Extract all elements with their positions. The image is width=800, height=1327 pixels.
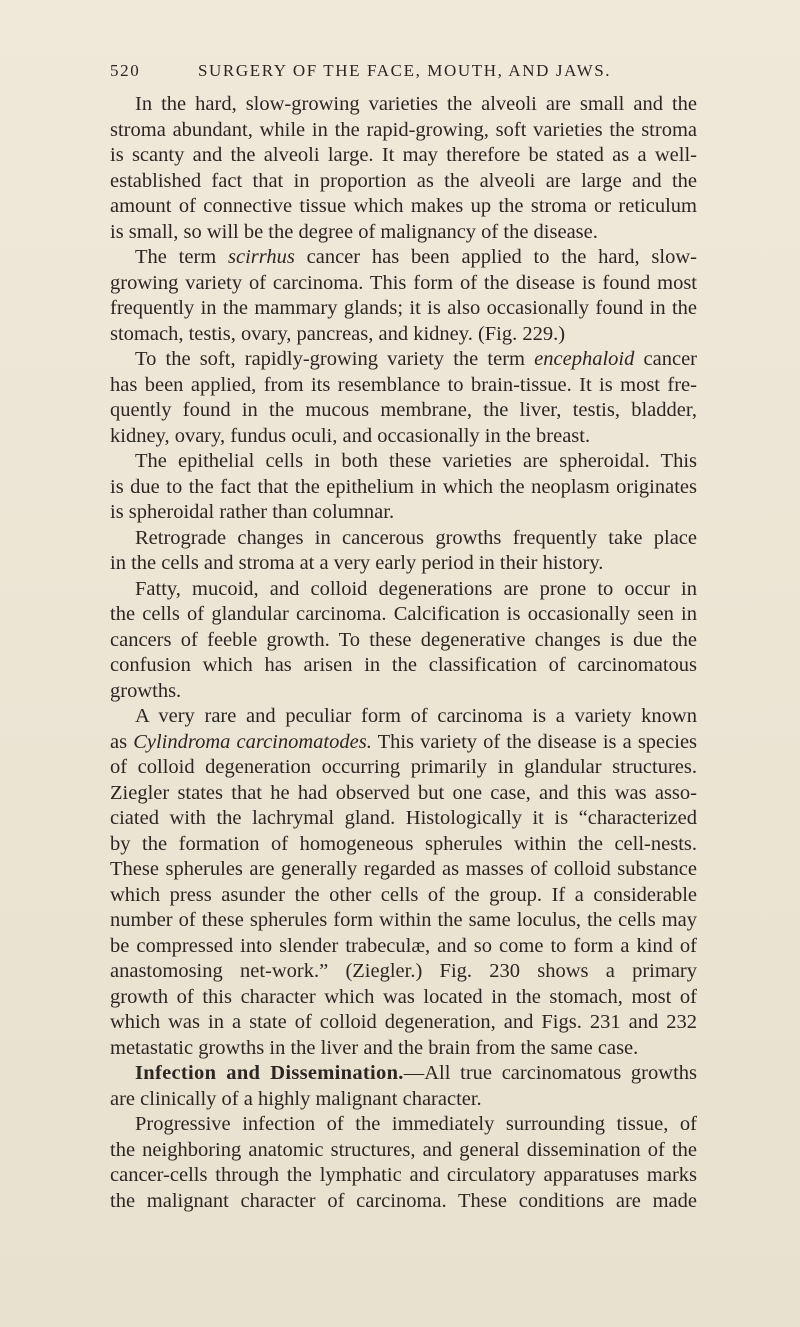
text-line <box>110 1087 697 1113</box>
text-run: ciated with the lachrymal gland. Histologically it is “characterized <box>110 807 697 829</box>
italic-term: encephaloid <box>534 348 635 370</box>
text-run: are clinically of a highly malignant character. <box>110 1087 482 1110</box>
text-line <box>110 322 697 348</box>
text-line <box>110 551 697 577</box>
text-line <box>110 653 697 679</box>
text-run: A very rare and peculiar form of carcinoma is a variety known <box>135 705 697 727</box>
text-run: metastatic growths in the liver and the brain from the same case. <box>110 1036 639 1059</box>
paragraph <box>110 92 697 245</box>
running-title: SURGERY OF THE FACE, MOUTH, AND JAWS. <box>198 61 612 80</box>
page-number: 520 <box>110 61 141 80</box>
text-line <box>110 194 697 220</box>
text-run: is due to the fact that the epithelium in which the neoplasm originates <box>110 475 697 498</box>
body-text <box>110 92 697 1214</box>
paragraph <box>110 449 697 526</box>
text-line <box>110 1036 697 1062</box>
text-line <box>110 449 697 475</box>
text-line <box>110 1163 697 1189</box>
text-line <box>110 577 697 603</box>
text-run: Retrograde changes in cancerous growths frequently take place <box>135 526 697 549</box>
text-line <box>110 1138 697 1164</box>
text-line <box>110 1112 697 1138</box>
text-run: by the formation of homogeneous spherules within the cell-nests. <box>110 832 697 855</box>
text-run: The term <box>135 246 228 268</box>
paragraph <box>110 1112 697 1214</box>
text-run: In the hard, slow-growing varieties the alveoli are small and the <box>135 93 697 115</box>
text-line <box>110 730 697 756</box>
text-line <box>110 985 697 1011</box>
text-line <box>110 908 697 934</box>
text-line <box>110 373 697 399</box>
paragraph <box>110 245 697 347</box>
text-line <box>110 959 697 985</box>
paragraph <box>110 526 697 577</box>
text-run: kidney, ovary, fundus oculi, and occasionally in the breast. <box>110 424 591 447</box>
paragraph <box>110 347 697 449</box>
text-run: confusion which has arisen in the classification of carcinomatous <box>110 654 697 676</box>
text-line <box>110 169 697 195</box>
text-run: cancers of feeble growth. To these degenerative changes is due the <box>110 628 697 651</box>
italic-term: Cylindroma carcinomatodes. <box>133 730 372 753</box>
text-line <box>110 857 697 883</box>
text-run: This variety of the disease is a species <box>371 730 697 753</box>
text-run: —All true carcinomatous growths <box>403 1062 697 1084</box>
text-run: quently found in the mucous membrane, the liver, testis, bladder, <box>110 399 697 421</box>
text-line <box>110 883 697 909</box>
text-run: cancer <box>634 348 697 370</box>
text-run: be compressed into slender trabeculæ, and so come to form a kind of <box>110 934 697 957</box>
text-line <box>110 1010 697 1036</box>
text-line <box>110 398 697 424</box>
text-line <box>110 1061 697 1087</box>
text-run: growing variety of carcinoma. This form of the disease is found most <box>110 271 697 294</box>
text-line <box>110 934 697 960</box>
text-run: Fatty, mucoid, and colloid degenerations are prone to occur in <box>135 577 697 600</box>
text-run: as <box>110 730 134 753</box>
text-run: Progressive infection of the immediately surrounding tissue, of <box>135 1113 697 1135</box>
text-run: growths. <box>110 679 182 702</box>
text-run: frequently in the mammary glands; it is also occasionally found in the <box>110 297 697 319</box>
text-line <box>110 220 697 246</box>
text-run: the neighboring anatomic structures, and general dissemination of the <box>110 1138 697 1161</box>
paragraph <box>110 577 697 705</box>
text-run: cancer-cells through the lymphatic and circulatory apparatuses marks <box>110 1164 697 1186</box>
text-run: has been applied, from its resemblance to brain-tissue. It is most fre- <box>110 373 697 396</box>
text-run: established fact that in proportion as the alveoli are large and the <box>110 169 697 192</box>
text-line <box>110 1189 697 1215</box>
text-run: These spherules are generally regarded as masses of colloid substance <box>110 858 697 880</box>
text-line <box>110 475 697 501</box>
text-run: is small, so will be the degree of malignancy of the disease. <box>110 220 598 243</box>
text-run: stomach, testis, ovary, pancreas, and kidney. (Fig. 229.) <box>110 322 566 345</box>
text-line <box>110 500 697 526</box>
text-run: the cells of glandular carcinoma. Calcification is occasionally seen in <box>110 603 697 625</box>
text-line <box>110 347 697 373</box>
text-run: is scanty and the alveoli large. It may therefore be stated as a well- <box>110 144 697 166</box>
text-line <box>110 92 697 118</box>
text-run: Ziegler states that he had observed but one case, and this was asso- <box>110 781 697 804</box>
page-header <box>110 58 700 84</box>
text-run: which press asunder the other cells of the group. If a considerable <box>110 883 697 906</box>
text-line <box>110 424 697 450</box>
text-line <box>110 781 697 807</box>
text-line <box>110 526 697 552</box>
text-line <box>110 806 697 832</box>
text-run: number of these spherules form within the same loculus, the cells may <box>110 909 697 931</box>
text-run: in the cells and stroma at a very early period in their history. <box>110 552 604 574</box>
text-run: cancer has been applied to the hard, slow- <box>294 246 697 268</box>
text-line <box>110 296 697 322</box>
text-line <box>110 271 697 297</box>
text-line <box>110 832 697 858</box>
text-run: anastomosing net-work.” (Ziegler.) Fig. 230 shows a primary <box>110 960 697 982</box>
text-run: the malignant character of carcinoma. These conditions are made <box>110 1189 697 1212</box>
text-run: To the soft, rapidly-growing variety the term <box>135 348 535 370</box>
text-run: The epithelial cells in both these varieties are spheroidal. This <box>135 450 697 472</box>
text-run: of colloid degeneration occurring primarily in glandular structures. <box>110 756 697 778</box>
text-line <box>110 602 697 628</box>
section-heading: Infection and Dissemination. <box>135 1062 404 1084</box>
text-line <box>110 704 697 730</box>
text-run: growth of this character which was located in the stomach, most of <box>110 985 697 1008</box>
text-run: is spheroidal rather than columnar. <box>110 501 395 523</box>
italic-term: scirrhus <box>228 246 295 268</box>
text-run: which was in a state of colloid degeneration, and Figs. 231 and 232 <box>110 1011 697 1033</box>
text-line <box>110 755 697 781</box>
text-line <box>110 118 697 144</box>
paragraph <box>110 704 697 1061</box>
text-run: stroma abundant, while in the rapid-growing, soft varieties the stroma <box>110 118 697 141</box>
text-run: amount of connective tissue which makes up the stroma or reticulum <box>110 195 697 217</box>
text-line <box>110 628 697 654</box>
text-line <box>110 679 697 705</box>
text-line <box>110 245 697 271</box>
paragraph <box>110 1061 697 1112</box>
text-line <box>110 143 697 169</box>
